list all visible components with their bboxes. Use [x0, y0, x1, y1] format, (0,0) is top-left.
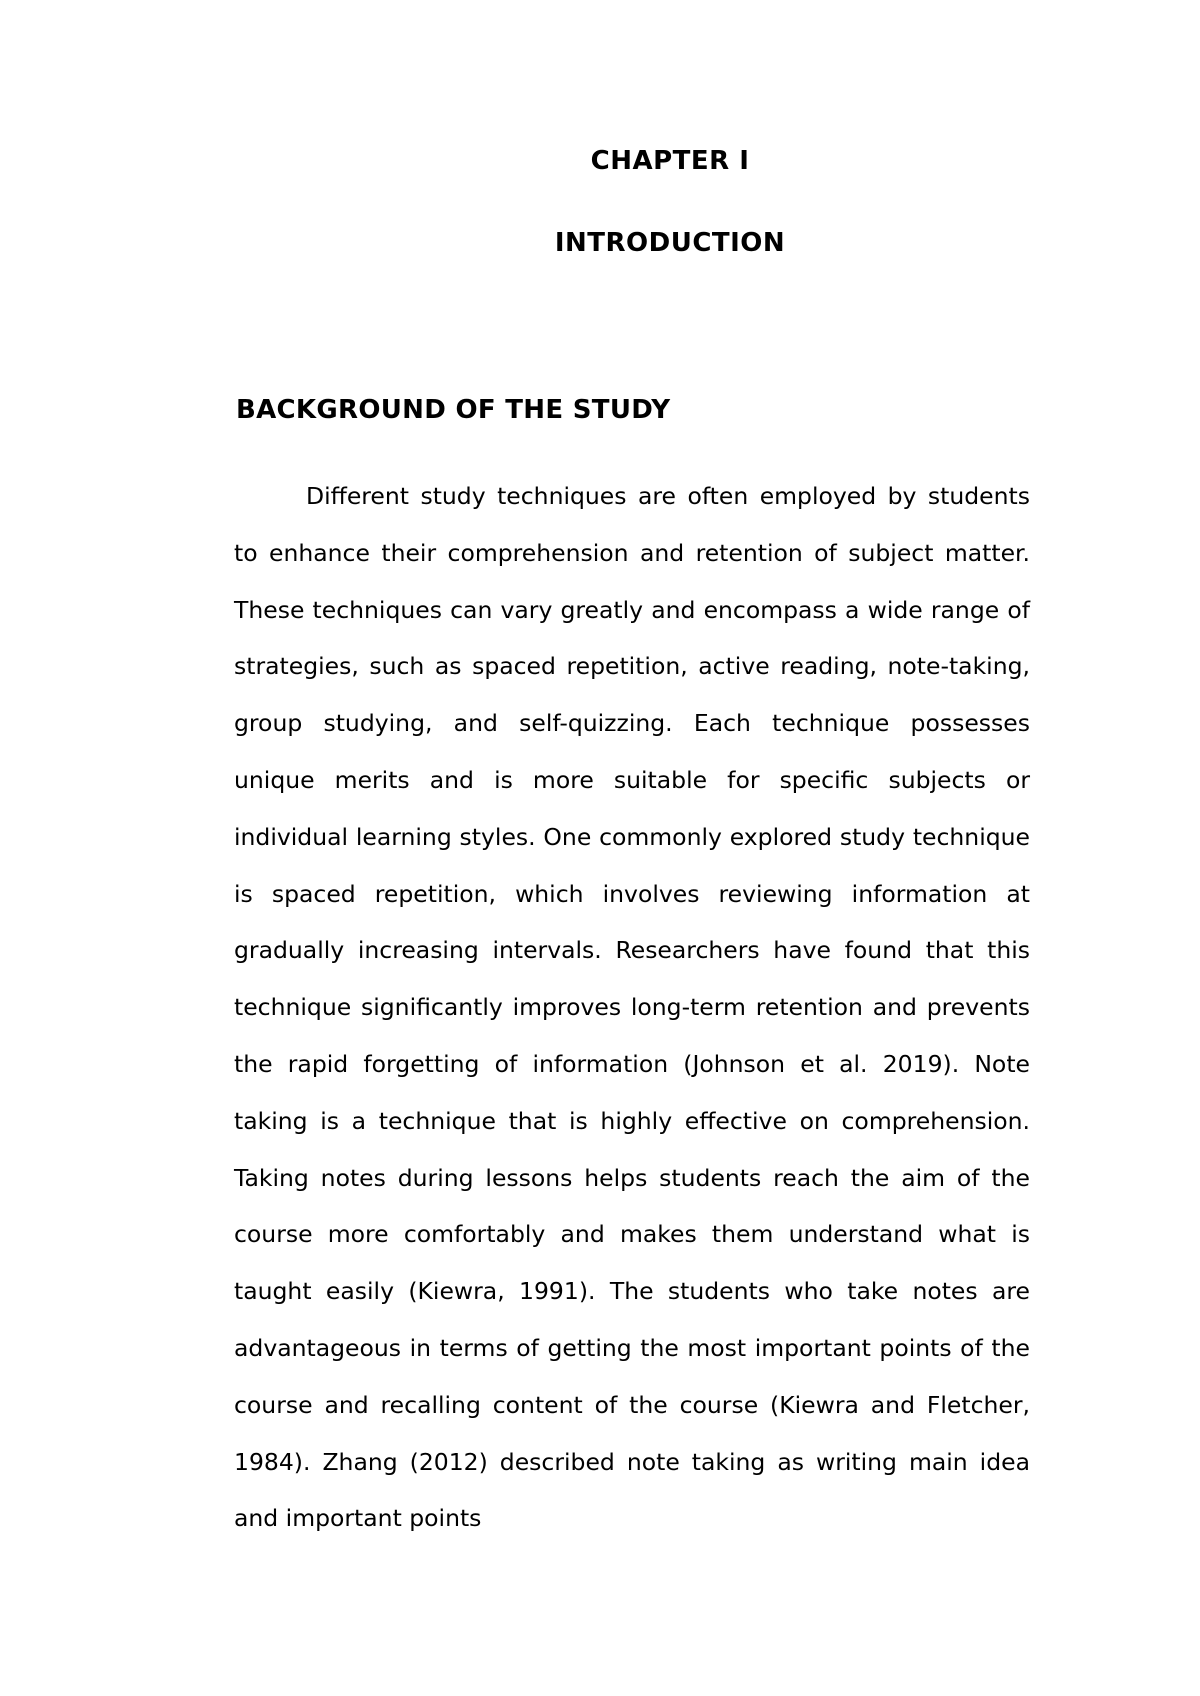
chapter-title: INTRODUCTION [554, 228, 786, 258]
body-paragraph: Different study techniques are often employed by students to enhance their comprehension and retention of subject matter. These techniques can vary greatly and encompass a wide range of strategies, such as spaced repetition, active reading, note-taking, group studying, and self-quizzing. Each technique possesses unique merits and is more suitable for specific subjects or individual learning styles. One commonly explored study technique is spaced repetition, which involves reviewing information at gradually increasing intervals. Researchers have found that this technique significantly improves long-term retention and prevents the rapid forgetting of information (Johnson et al. 2019). Note taking is a technique that is highly effective on comprehension. Taking notes during lessons helps students reach the aim of the course more comfortably and makes them understand what is taught easily (Kiewra, 1991). The students who take notes are advantageous in terms of getting the most important points of the course and recalling content of the course (Kiewra and Fletcher, 1984). Zhang (2012) described note taking as writing main idea and important points [234, 482, 1030, 1533]
section-heading: BACKGROUND OF THE STUDY [236, 395, 671, 425]
chapter-number: CHAPTER I [590, 146, 750, 176]
